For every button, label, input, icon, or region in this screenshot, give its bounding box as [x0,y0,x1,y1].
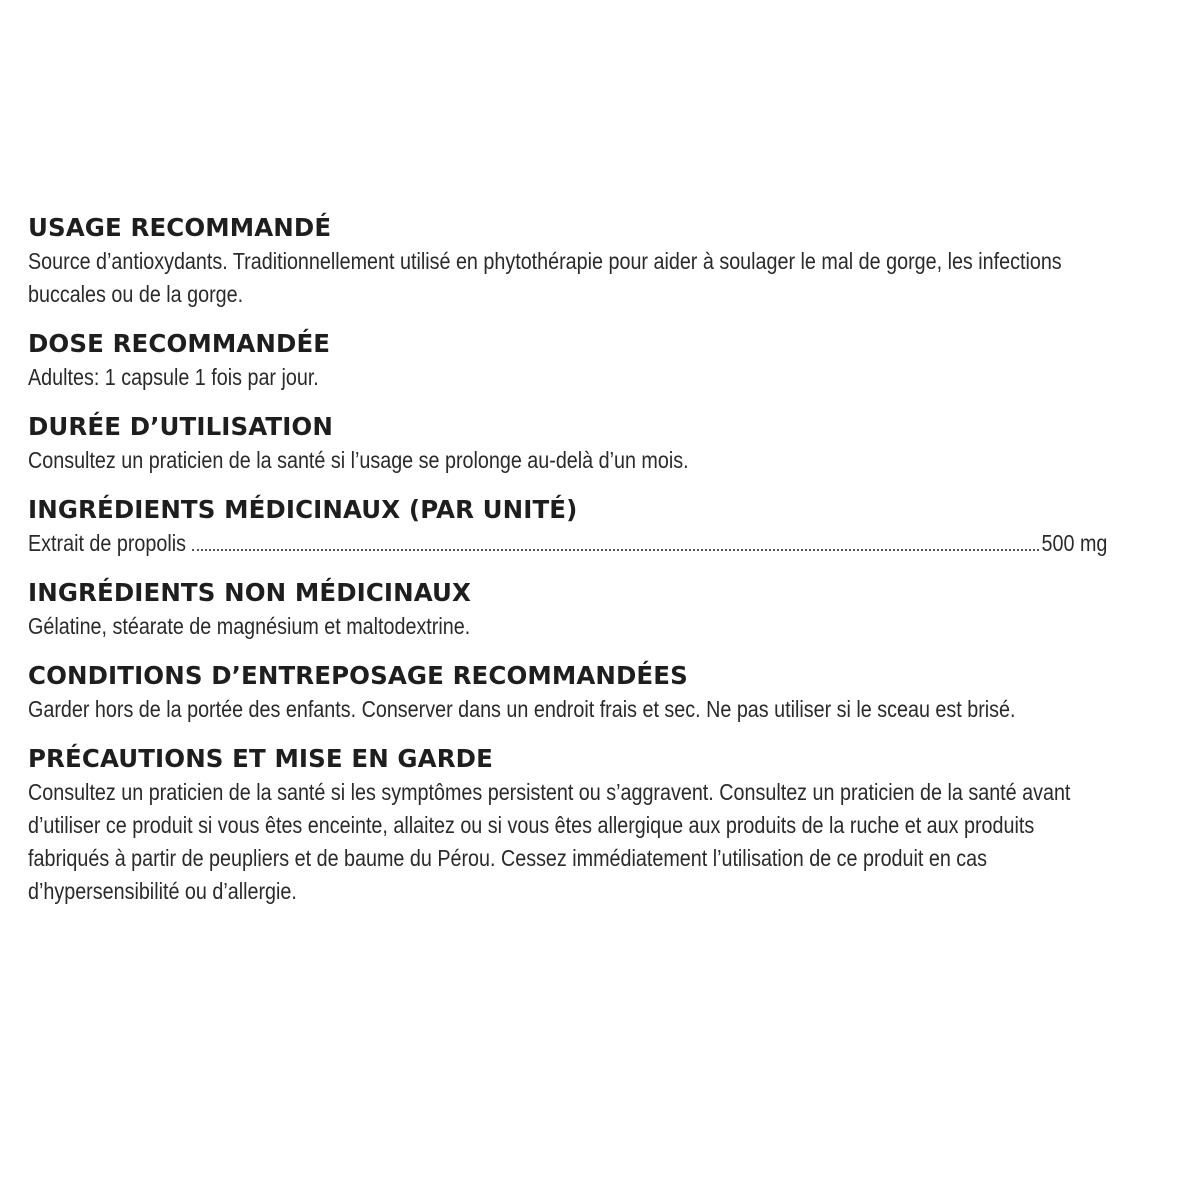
dotted-leader [192,548,1039,551]
section-heading: DOSE RECOMMANDÉE [28,329,331,358]
section-recommended-use [28,211,1118,311]
section-text: Gélatine, stéarate de magnésium et maltodextrine. [28,613,471,639]
ingredient-amount: 500 mg [1041,530,1107,556]
section-heading: USAGE RECOMMANDÉ [28,213,332,242]
section-heading: INGRÉDIENTS NON MÉDICINAUX [28,578,472,607]
section-text: Consultez un praticien de la santé si l’usage se prolonge au-delà d’un mois. [28,447,689,473]
section-medicinal-ingredients [28,493,1118,560]
ingredient-name: Extrait de propolis [28,530,186,556]
section-recommended-dose [28,327,1118,394]
product-label [28,211,1118,924]
section-precautions-warnings [28,742,1118,908]
section-text: Source d’antioxydants. Traditionnellement utilisé en phytothérapie pour aider à soulager le mal de gorge, les infections buccales ou de la gorge. [28,248,1062,307]
section-heading: DURÉE D’UTILISATION [28,412,333,441]
section-heading: CONDITIONS D’ENTREPOSAGE RECOMMANDÉES [28,661,688,690]
section-heading: PRÉCAUTIONS ET MISE EN GARDE [28,744,493,773]
section-text: Consultez un praticien de la santé si les symptômes persistent ou s’aggravent. Consultez un praticien de la santé avant d’utiliser ce produit si vous êtes enceinte, allaitez ou si vous êtes allergique aux produits de la ruche et aux produits fabriqués à partir de peupliers et de baume du Pérou. Cessez immédiatement l’utilisation de ce produit en cas d’hypersensibilité ou d’allergie. [28,779,1071,904]
section-text: Adultes: 1 capsule 1 fois par jour. [28,364,319,390]
section-heading: INGRÉDIENTS MÉDICINAUX (PAR UNITÉ) [28,495,578,524]
section-duration-of-use [28,410,1118,477]
ingredient-row [28,527,1107,560]
section-text: Garder hors de la portée des enfants. Conserver dans un endroit frais et sec. Ne pas utiliser si le sceau est brisé. [28,696,1016,722]
section-storage-conditions [28,659,1118,726]
section-non-medicinal-ingredients [28,576,1118,643]
